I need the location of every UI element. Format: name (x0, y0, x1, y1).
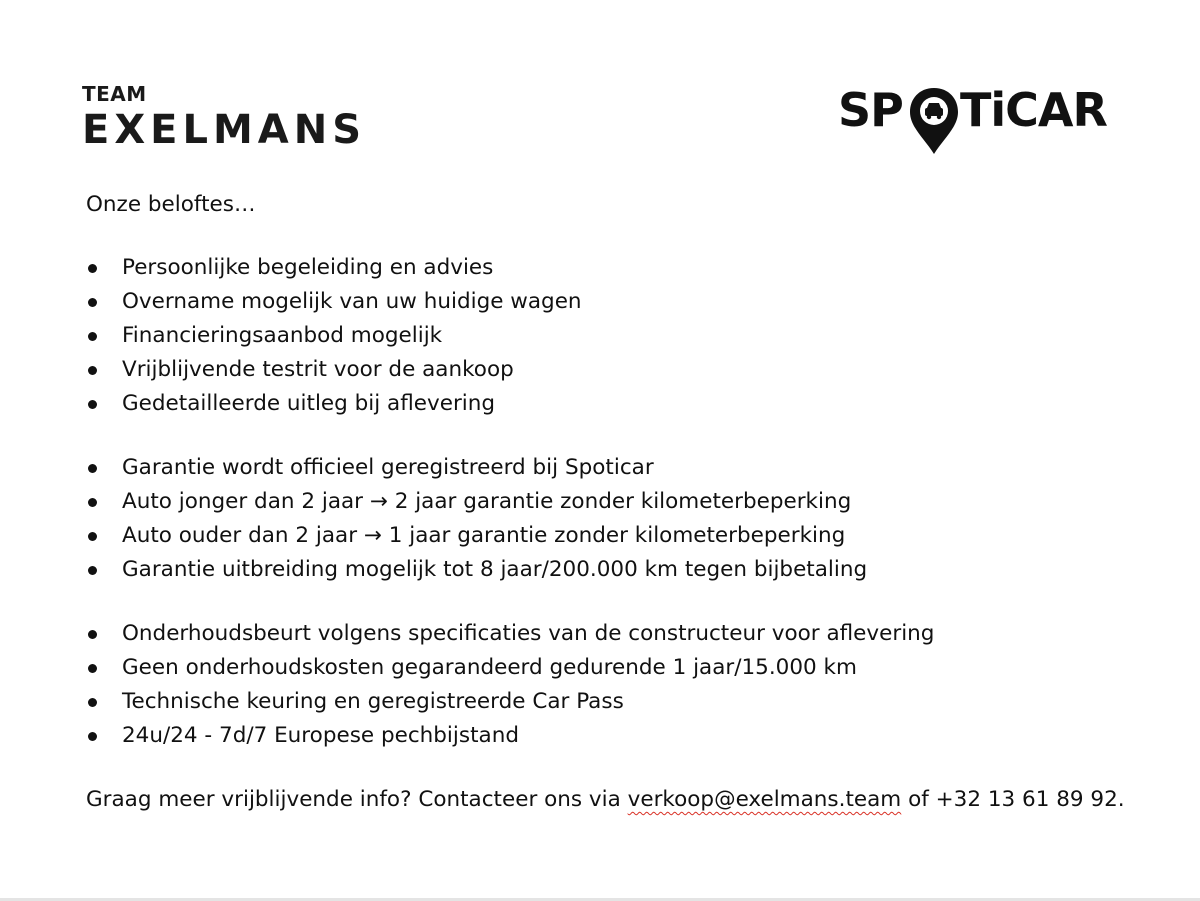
car-location-pin-icon (910, 88, 958, 154)
logo-spoticar-text-before: SP (838, 83, 903, 137)
list-item-text: Geen onderhoudskosten gegarandeerd gedurende 1 jaar/15.000 km (122, 655, 857, 680)
list-item (86, 519, 1166, 553)
list-item (86, 251, 1166, 285)
logo-exelmans-text: EXELMANS (82, 107, 367, 153)
list-item-text: Financieringsaanbod mogelijk (122, 323, 443, 348)
list-item-text: Auto jonger dan 2 jaar → 2 jaar garantie zonder kilometerbeperking (122, 489, 852, 514)
list-item-text: Garantie uitbreiding mogelijk tot 8 jaar/200.000 km tegen bijbetaling (122, 557, 868, 582)
promise-list-1 (86, 251, 1166, 421)
bullet-icon (88, 366, 97, 375)
bullet-icon (88, 664, 97, 673)
list-item (86, 319, 1166, 353)
list-item (86, 451, 1166, 485)
promise-list-3 (86, 617, 1166, 753)
contact-text-before: Graag meer vrijblijvende info? Contacteer ons via (86, 787, 628, 812)
bullet-icon (88, 630, 97, 639)
promise-list-2 (86, 451, 1166, 587)
list-item (86, 685, 1166, 719)
bullet-icon (88, 566, 97, 575)
list-item (86, 353, 1166, 387)
spoticar-logo (838, 82, 1120, 162)
list-item (86, 285, 1166, 319)
bullet-icon (88, 464, 97, 473)
list-item-text: Persoonlijke begeleiding en advies (122, 255, 494, 280)
list-item (86, 485, 1166, 519)
list-item (86, 651, 1166, 685)
contact-line (86, 783, 1166, 817)
logo-spoticar-text-after: TiCAR (960, 83, 1107, 137)
list-item-text: Technische keuring en geregistreerde Car Pass (122, 689, 624, 714)
bullet-icon (88, 532, 97, 541)
bullet-icon (88, 400, 97, 409)
bullet-icon (88, 698, 97, 707)
bullet-icon (88, 298, 97, 307)
list-item-text: Onderhoudsbeurt volgens specificaties van de constructeur voor aflevering (122, 621, 935, 646)
promise-groups (86, 251, 1166, 753)
bullet-icon (88, 498, 97, 507)
list-item-text: Garantie wordt officieel geregistreerd bij Spoticar (122, 455, 654, 480)
bullet-icon (88, 732, 97, 741)
promises-document (86, 188, 1166, 817)
list-item-text: 24u/24 - 7d/7 Europese pechbijstand (122, 723, 519, 748)
list-item (86, 553, 1166, 587)
list-item-text: Gedetailleerde uitleg bij aflevering (122, 391, 496, 416)
intro-heading: Onze beloftes… (86, 192, 256, 217)
logo-team-text: TEAM (82, 82, 147, 106)
list-item-text: Overname mogelijk van uw huidige wagen (122, 289, 582, 314)
contact-text-after: of +32 13 61 89 92. (901, 787, 1125, 812)
list-item-text: Vrijblijvende testrit voor de aankoop (122, 357, 514, 382)
list-item (86, 617, 1166, 651)
list-item-text: Auto ouder dan 2 jaar → 1 jaar garantie zonder kilometerbeperking (122, 523, 846, 548)
list-item (86, 719, 1166, 753)
bullet-icon (88, 332, 97, 341)
list-item (86, 387, 1166, 421)
team-exelmans-logo (82, 84, 366, 152)
contact-email-link[interactable]: verkoop@exelmans.team (627, 787, 902, 812)
bullet-icon (88, 264, 97, 273)
